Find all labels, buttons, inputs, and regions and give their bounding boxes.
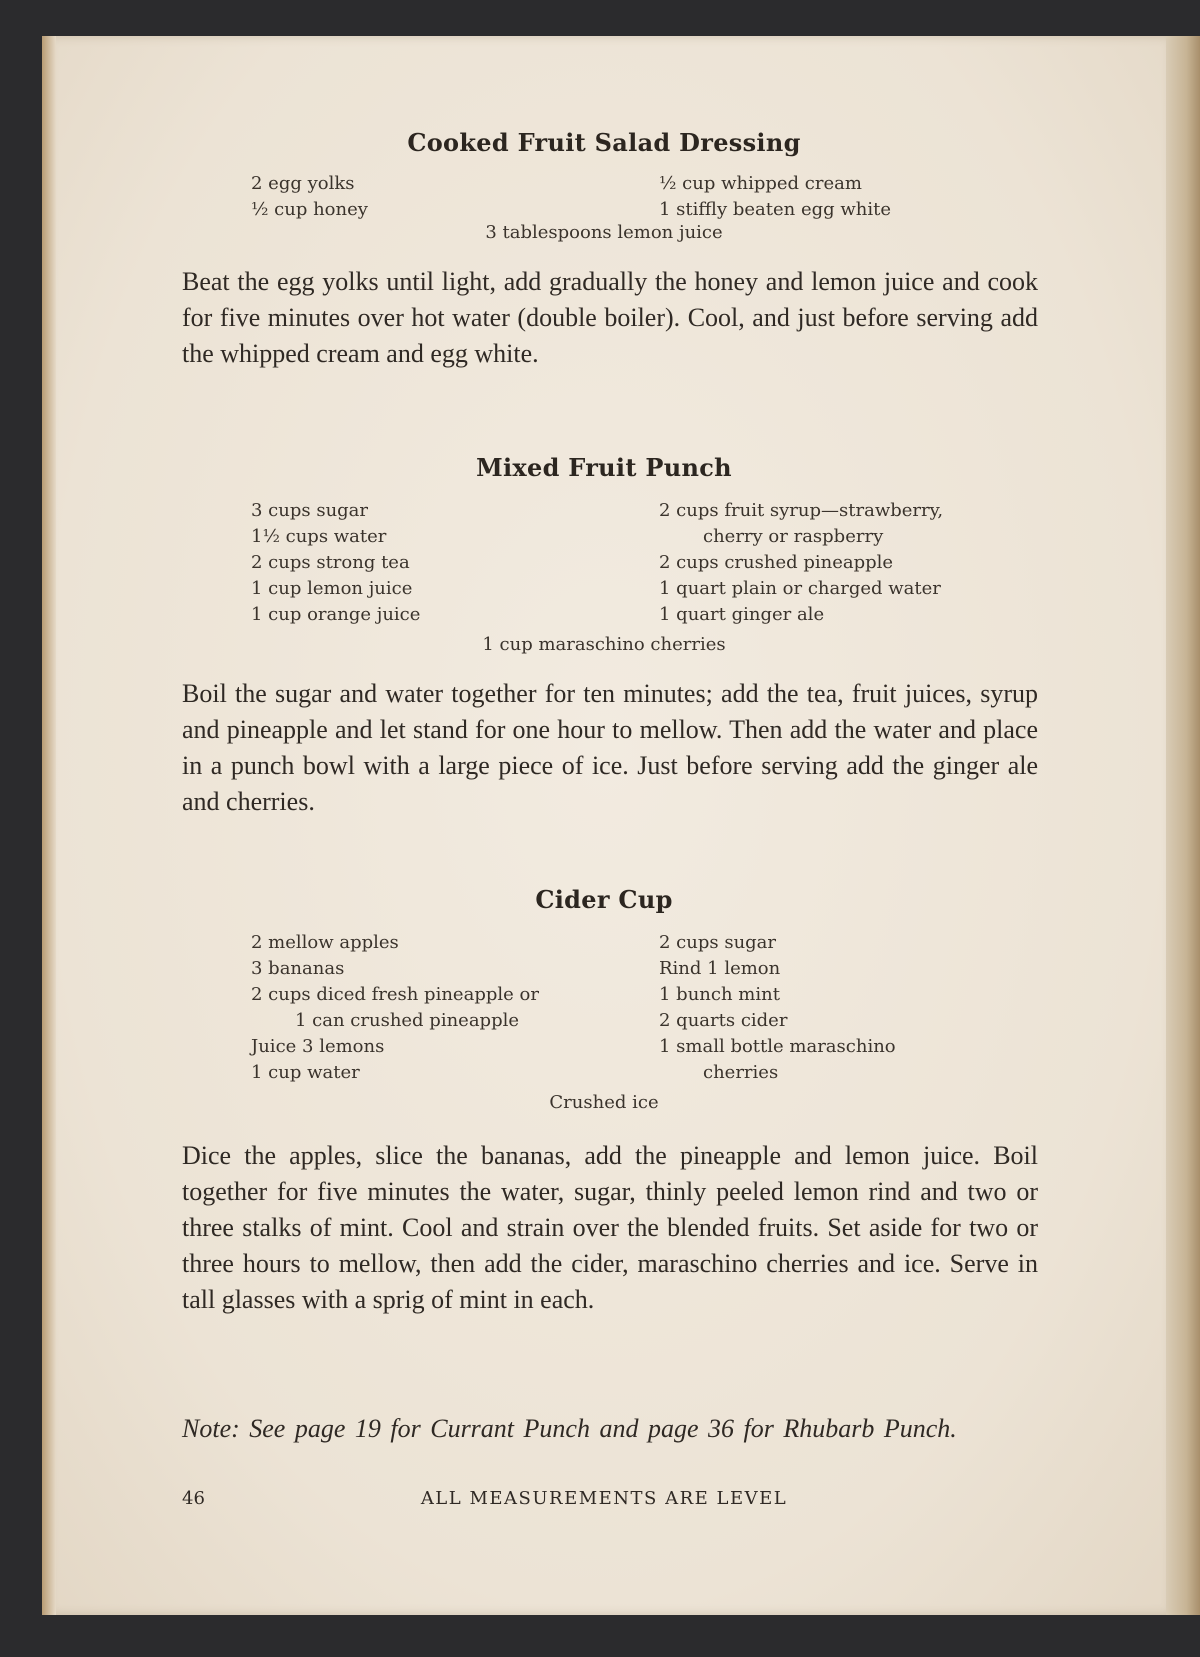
cross-reference-note: Note: See page 19 for Currant Punch and page 36 for Rhubarb Punch.: [182, 1414, 957, 1443]
ingredient: 1 stiffly beaten egg white: [659, 199, 892, 220]
ingredients-left: [251, 498, 420, 628]
ingredient: 1 can crushed pineapple: [295, 1010, 520, 1031]
ingredients-right: [659, 171, 891, 223]
recipe-title: Cooked Fruit Salad Dressing: [407, 128, 801, 157]
ingredient: 1½ cups water: [251, 526, 387, 547]
page-edge-right: [1166, 36, 1200, 1615]
ingredient-center: 1 cup maraschino cherries: [482, 634, 726, 655]
recipe-title: Cider Cup: [535, 885, 673, 914]
ingredient: 3 bananas: [251, 958, 345, 979]
book-page: [42, 36, 1166, 1615]
ingredient: 2 cups sugar: [659, 932, 777, 953]
ingredient: 1 bunch mint: [659, 984, 780, 1005]
ingredient: cherry or raspberry: [703, 526, 884, 547]
ingredient: 2 cups crushed pineapple: [659, 552, 894, 573]
page-edge-left: [42, 36, 56, 1615]
ingredient: 2 quarts cider: [659, 1010, 788, 1031]
ingredient: 3 cups sugar: [251, 500, 369, 521]
ingredient: 1 small bottle maraschino: [659, 1036, 896, 1057]
ingredient: ½ cup whipped cream: [659, 173, 862, 194]
ingredient: ½ cup honey: [251, 199, 368, 220]
ingredient: 1 cup water: [251, 1062, 360, 1083]
ingredients-left: [251, 930, 539, 1086]
ingredient: 1 quart ginger ale: [659, 604, 825, 625]
recipe-instructions: Boil the sugar and water together for ten minutes; add the tea, fruit juices, syrup and pineapple and let stand for one hour to mellow. Then add the water and place in a punch bowl with a large piece of ice. Just before serving add the ginger ale and cherries.: [182, 679, 1038, 816]
ingredient: 2 cups strong tea: [251, 552, 410, 573]
page-number: 46: [182, 1488, 205, 1509]
ingredient: Rind 1 lemon: [659, 958, 781, 979]
recipe-instructions: Dice the apples, slice the bananas, add the pineapple and lemon juice. Boil together for five minutes the water, sugar, thinly peeled lemon rind and two or three stalks of mint. Cool and strain over the blended fruits. Set aside for two or three hours to mellow, then add the cider, maraschino cherries and ice. Serve in tall glasses with a sprig of mint in each.: [182, 1141, 1038, 1314]
ingredient: 1 cup lemon juice: [251, 578, 413, 599]
ingredient: 1 quart plain or charged water: [659, 578, 941, 599]
ingredients-left: [251, 171, 368, 223]
ingredients-right: [659, 930, 896, 1086]
ingredient: 2 cups fruit syrup—strawberry,: [659, 500, 944, 521]
ingredient: cherries: [703, 1062, 779, 1083]
ingredients-right: [659, 498, 943, 628]
recipe-instructions: Beat the egg yolks until light, add gradually the honey and lemon juice and cook for five minutes over hot water (double boiler). Cool, and just before serving add the whipped cream and egg white.: [182, 267, 1038, 368]
ingredient: 1 cup orange juice: [251, 604, 421, 625]
ingredient: 2 egg yolks: [251, 173, 355, 194]
ingredient-center: 3 tablespoons lemon juice: [485, 222, 723, 243]
ingredient-center: Crushed ice: [549, 1092, 659, 1113]
ingredient: 2 mellow apples: [251, 932, 399, 953]
footer-text: ALL MEASUREMENTS ARE LEVEL: [420, 1488, 788, 1509]
ingredient: 2 cups diced fresh pineapple or: [251, 984, 539, 1005]
ingredient: Juice 3 lemons: [251, 1036, 385, 1057]
recipe-title: Mixed Fruit Punch: [476, 453, 732, 482]
